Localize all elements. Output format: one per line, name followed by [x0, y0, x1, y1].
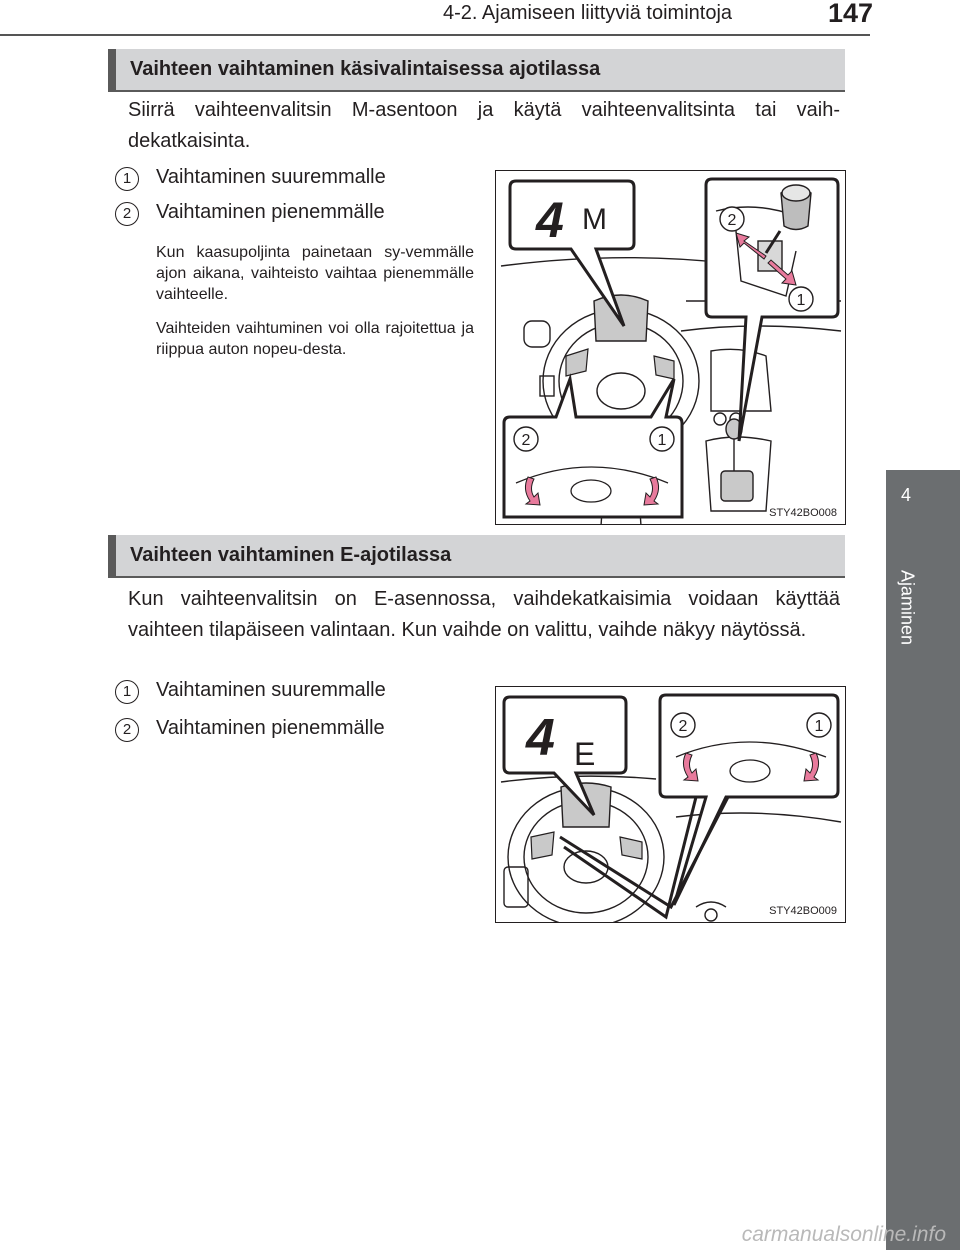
number-badge: 1 [115, 167, 139, 191]
callout-2: 2 [727, 212, 737, 229]
watermark-text: carmanualsonline.info [741, 1223, 946, 1246]
section-intro-paragraph: Kun vaihteenvalitsin on E-asennossa, vaihdekatkaisimia voidaan käyttää vaihteen tilapäiseen valintaan. Kun vaihde on valittu, vaihde näkyy näytössä. [128, 588, 840, 641]
chapter-number: 4 [900, 485, 911, 505]
callout-1: 1 [796, 292, 806, 309]
header-rule [0, 34, 870, 36]
chapter-title-vertical [892, 547, 920, 667]
mode-letter-display: E [574, 736, 596, 772]
running-header-title: 4-2. Ajamiseen liittyviä toimintoja [443, 2, 733, 24]
section-heading-manual-mode [108, 49, 845, 92]
number-badge: 2 [115, 202, 139, 226]
cockpit-illustration [496, 171, 846, 525]
section-heading-e-mode [108, 535, 845, 578]
figure-code: STY42BO008 [769, 507, 837, 519]
number-badge: 1 [115, 680, 139, 704]
list-item-label: Vaihtaminen pienemmälle [156, 717, 385, 739]
section-heading-text: Vaihteen vaihtaminen E-ajotilassa [130, 544, 452, 566]
gear-number-display: 4 [536, 192, 564, 248]
number-badge: 2 [115, 718, 139, 742]
illustration-manual-mode [495, 170, 846, 525]
heading-accent-bar [108, 535, 116, 576]
callout-2: 2 [521, 432, 531, 449]
callout-2: 2 [678, 718, 688, 735]
chapter-title: Ajaminen [897, 569, 918, 646]
gear-number-display: 4 [526, 709, 555, 767]
list-item-label: Vaihtaminen suuremmalle [156, 166, 386, 188]
section-heading-text: Vaihteen vaihtaminen käsivalintaisessa ajotilassa [130, 58, 601, 80]
page-number: 147 [828, 0, 874, 28]
section-intro-paragraph: Siirrä vaihteenvalitsin M-asentoon ja käytä vaihteenvalitsinta tai vaih-dekatkaisinta. [128, 99, 840, 152]
note-paragraph: Vaihteiden vaihtuminen voi olla rajoitettua ja riippua auton nopeu-desta. [156, 320, 474, 358]
illustration-e-mode [495, 686, 846, 923]
note-paragraph: Kun kaasupoljinta painetaan sy-vemmälle ajon aikana, vaihteisto vaihtaa pienemmälle vaihteelle. [156, 244, 474, 303]
figure-code: STY42BO009 [769, 905, 837, 917]
callout-1: 1 [814, 718, 824, 735]
callout-1: 1 [657, 432, 667, 449]
mode-letter-display: M [582, 203, 607, 236]
heading-accent-bar [108, 49, 116, 90]
list-item-label: Vaihtaminen pienemmälle [156, 201, 385, 223]
cockpit-illustration [496, 687, 846, 923]
list-item-label: Vaihtaminen suuremmalle [156, 679, 386, 701]
